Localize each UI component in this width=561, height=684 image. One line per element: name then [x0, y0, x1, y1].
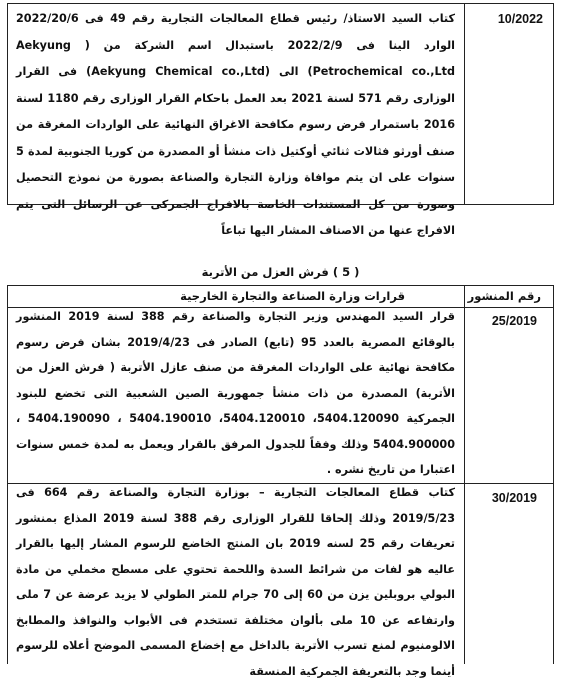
circular-number: 25/2019 — [491, 314, 537, 328]
circular-number-cell — [464, 4, 553, 204]
table-dust-insulation-brushes — [7, 285, 554, 678]
header-decisions: قرارات وزارة الصناعة والتجارة الخارجية — [180, 289, 405, 303]
circular-number: 10/2022 — [497, 12, 543, 26]
circular-number: 30/2019 — [491, 491, 537, 505]
circular-text: كتاب قطاع المعالجات التجارية – بوزارة التجارة والصناعة رقم 664 فى 2019/5/23 وذلك إلحاقا للقرار الوزارى رقم 388 لسنة 2019 المذاع بمنشور تعريفات رقم 25 لسنه 2019 بان المنتج الخاضع للرسوم المشار إليها بالقرار عاليه هو لفات من شرائط السدة واللحمة تحتوي على مسطح مخملي من مادة البولي بروبلين يزن من 60 إلى 70 جرام للمتر الطولي لا يزيد عرضة عن 7 ملى وارتفاعه عن 10 ملى بألوان مختلفة تستخدم فى الأبواب والنوافذ والمطابخ الالومنيوم لمنع تسرب الأتربة بالداخل مع إخضاع المسمى الموضح أعلاه للرسوم أينما وجد بالتعريفة الجمركية المنسقة — [16, 486, 456, 678]
section-caption: ( 5 ) فرش العزل من الأتربة — [201, 265, 360, 279]
table-row — [8, 483, 553, 678]
table-circular-10-2022 — [7, 3, 554, 237]
circular-text: قرار السيد المهندس وزير التجارة والصناعة رقم 388 لسنة 2019 المنشور بالوقائع المصرية بالعدد 95 (تابع) الصادر فى 2019/4/23 بشان فرض رسوم مكافحة نهائية على الواردات المغرقة من صنف عازل الأتربة ( فرش العزل من الأتربة) المصدرة من ذات منشأ جمهورية الصين الشعبية التى تخضع للبنود الجمركية 5404.120090، 5404.120010، 5404.190010 ، 5404.190090 ، 5404.900000 وذلك وفقاً للجدول المرفق بالقرار ويعمل به لمدة خمس سنوات اعتبارا من تاريخ نشره . — [16, 310, 455, 476]
header-number: رقم المنشور — [467, 289, 541, 303]
circular-text: كتاب السيد الاستاذ/ رئيس قطاع المعالجات التجارية رقم 49 فى 2022/20/6 الوارد الينا فى 2022/2/9 باستبدال اسم الشركة من ( Aekyung Petrochemical co.,Ltd) الى (Aekyung Chemical co.,Ltd) فى القرار الوزارى رقم 571 لسنة 2021 بعد العمل باحكام القرار الوزارى رقم 1180 لسنة 2016 باستمرار فرض رسوم مكافحة الاغراق النهائية على الواردات المغرقة من صنف أورثو فثالات ثنائي أوكتيل ذات منشأ أو المصدرة من كوريا الجنوبية لمدة 5 سنوات على ان يتم موافاة وزارة التجارة والصناعة بصورة من نموذج التحصيل وصورة من كل المستندات الخاصة بالافراج الجمركى عن الرسائل التى يتم الافراج عنها من الاصناف المشار اليها تباعاً — [16, 12, 456, 237]
table-row — [8, 308, 553, 484]
